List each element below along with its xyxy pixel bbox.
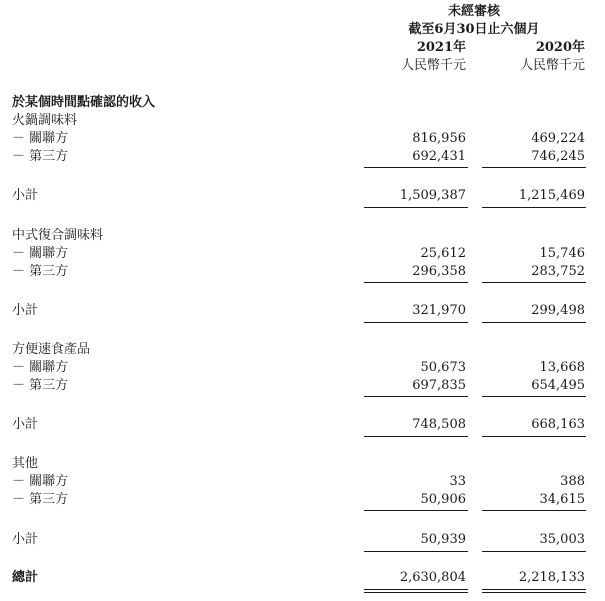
- subtotal-rule: [364, 396, 468, 397]
- subtotal-rule: [482, 396, 586, 397]
- subtotal-underline: [482, 551, 586, 552]
- subtotal-rule: [364, 510, 468, 511]
- row-value-2021: 816,956: [412, 131, 466, 146]
- row-label: － 關聯方: [12, 474, 69, 489]
- row-value-2020: 388: [560, 474, 585, 489]
- year-2020-header: 2020年: [535, 40, 585, 55]
- row-value-2020: 746,245: [531, 149, 585, 164]
- row-value-2021: 50,673: [420, 360, 466, 375]
- row-value-2021: 25,612: [420, 246, 466, 261]
- year-2021-header: 2021年: [416, 40, 466, 55]
- subtotal-underline: [364, 207, 468, 208]
- subtotal-rule: [482, 167, 586, 168]
- subtotal-value-2020: 35,003: [539, 532, 585, 547]
- row-label: － 第三方: [12, 492, 69, 507]
- subtotal-value-2020: 668,163: [531, 417, 585, 432]
- subtotal-underline: [364, 436, 468, 437]
- subtotal-value-2020: 299,498: [531, 303, 585, 318]
- row-label: － 第三方: [12, 378, 69, 393]
- subtotal-rule: [364, 167, 468, 168]
- subtotal-label: 小計: [12, 417, 39, 432]
- row-label: － 第三方: [12, 149, 69, 164]
- subtotal-label: 小計: [12, 532, 39, 547]
- unit-2020-header: 人民幣千元: [519, 58, 585, 73]
- group-name: 火鍋調味料: [12, 113, 78, 128]
- row-value-2020: 13,668: [539, 360, 585, 375]
- subtotal-value-2021: 50,939: [420, 532, 466, 547]
- row-value-2021: 50,906: [420, 492, 466, 507]
- unit-2021-header: 人民幣千元: [400, 58, 466, 73]
- total-double-underline: [364, 589, 468, 593]
- period-header: 截至6月30日止六個月: [408, 22, 540, 37]
- total-label: 總計: [12, 570, 39, 585]
- total-value-2020: 2,218,133: [518, 570, 585, 585]
- subtotal-value-2021: 748,508: [412, 417, 466, 432]
- subtotal-label: 小計: [12, 188, 39, 203]
- row-label: － 關聯方: [12, 360, 69, 375]
- subtotal-underline: [482, 207, 586, 208]
- row-label: － 關聯方: [12, 131, 69, 146]
- subtotal-value-2020: 1,215,469: [518, 188, 585, 203]
- subtotal-underline: [482, 436, 586, 437]
- subtotal-underline: [364, 551, 468, 552]
- row-value-2020: 15,746: [539, 246, 585, 261]
- group-name: 中式復合調味料: [12, 228, 104, 243]
- row-value-2020: 283,752: [531, 264, 585, 279]
- subtotal-rule: [482, 282, 586, 283]
- row-value-2021: 33: [449, 474, 466, 489]
- row-value-2020: 654,495: [531, 378, 585, 393]
- subtotal-rule: [364, 282, 468, 283]
- row-value-2021: 296,358: [412, 264, 466, 279]
- row-label: － 關聯方: [12, 246, 69, 261]
- row-value-2020: 34,615: [539, 492, 585, 507]
- row-label: － 第三方: [12, 264, 69, 279]
- row-value-2020: 469,224: [531, 131, 585, 146]
- row-value-2021: 697,835: [412, 378, 466, 393]
- subtotal-underline: [364, 322, 468, 323]
- subtotal-value-2021: 321,970: [412, 303, 466, 318]
- row-value-2021: 692,431: [412, 149, 466, 164]
- subtotal-value-2021: 1,509,387: [399, 188, 466, 203]
- group-name: 方便速食產品: [12, 342, 91, 357]
- subtotal-rule: [482, 510, 586, 511]
- audit-status-header: 未經審核: [447, 4, 500, 19]
- total-value-2021: 2,630,804: [399, 570, 466, 585]
- section-title: 於某個時間點確認的收入: [12, 95, 156, 110]
- group-name: 其他: [12, 456, 39, 471]
- subtotal-label: 小計: [12, 303, 39, 318]
- subtotal-underline: [482, 322, 586, 323]
- total-double-underline: [482, 589, 586, 593]
